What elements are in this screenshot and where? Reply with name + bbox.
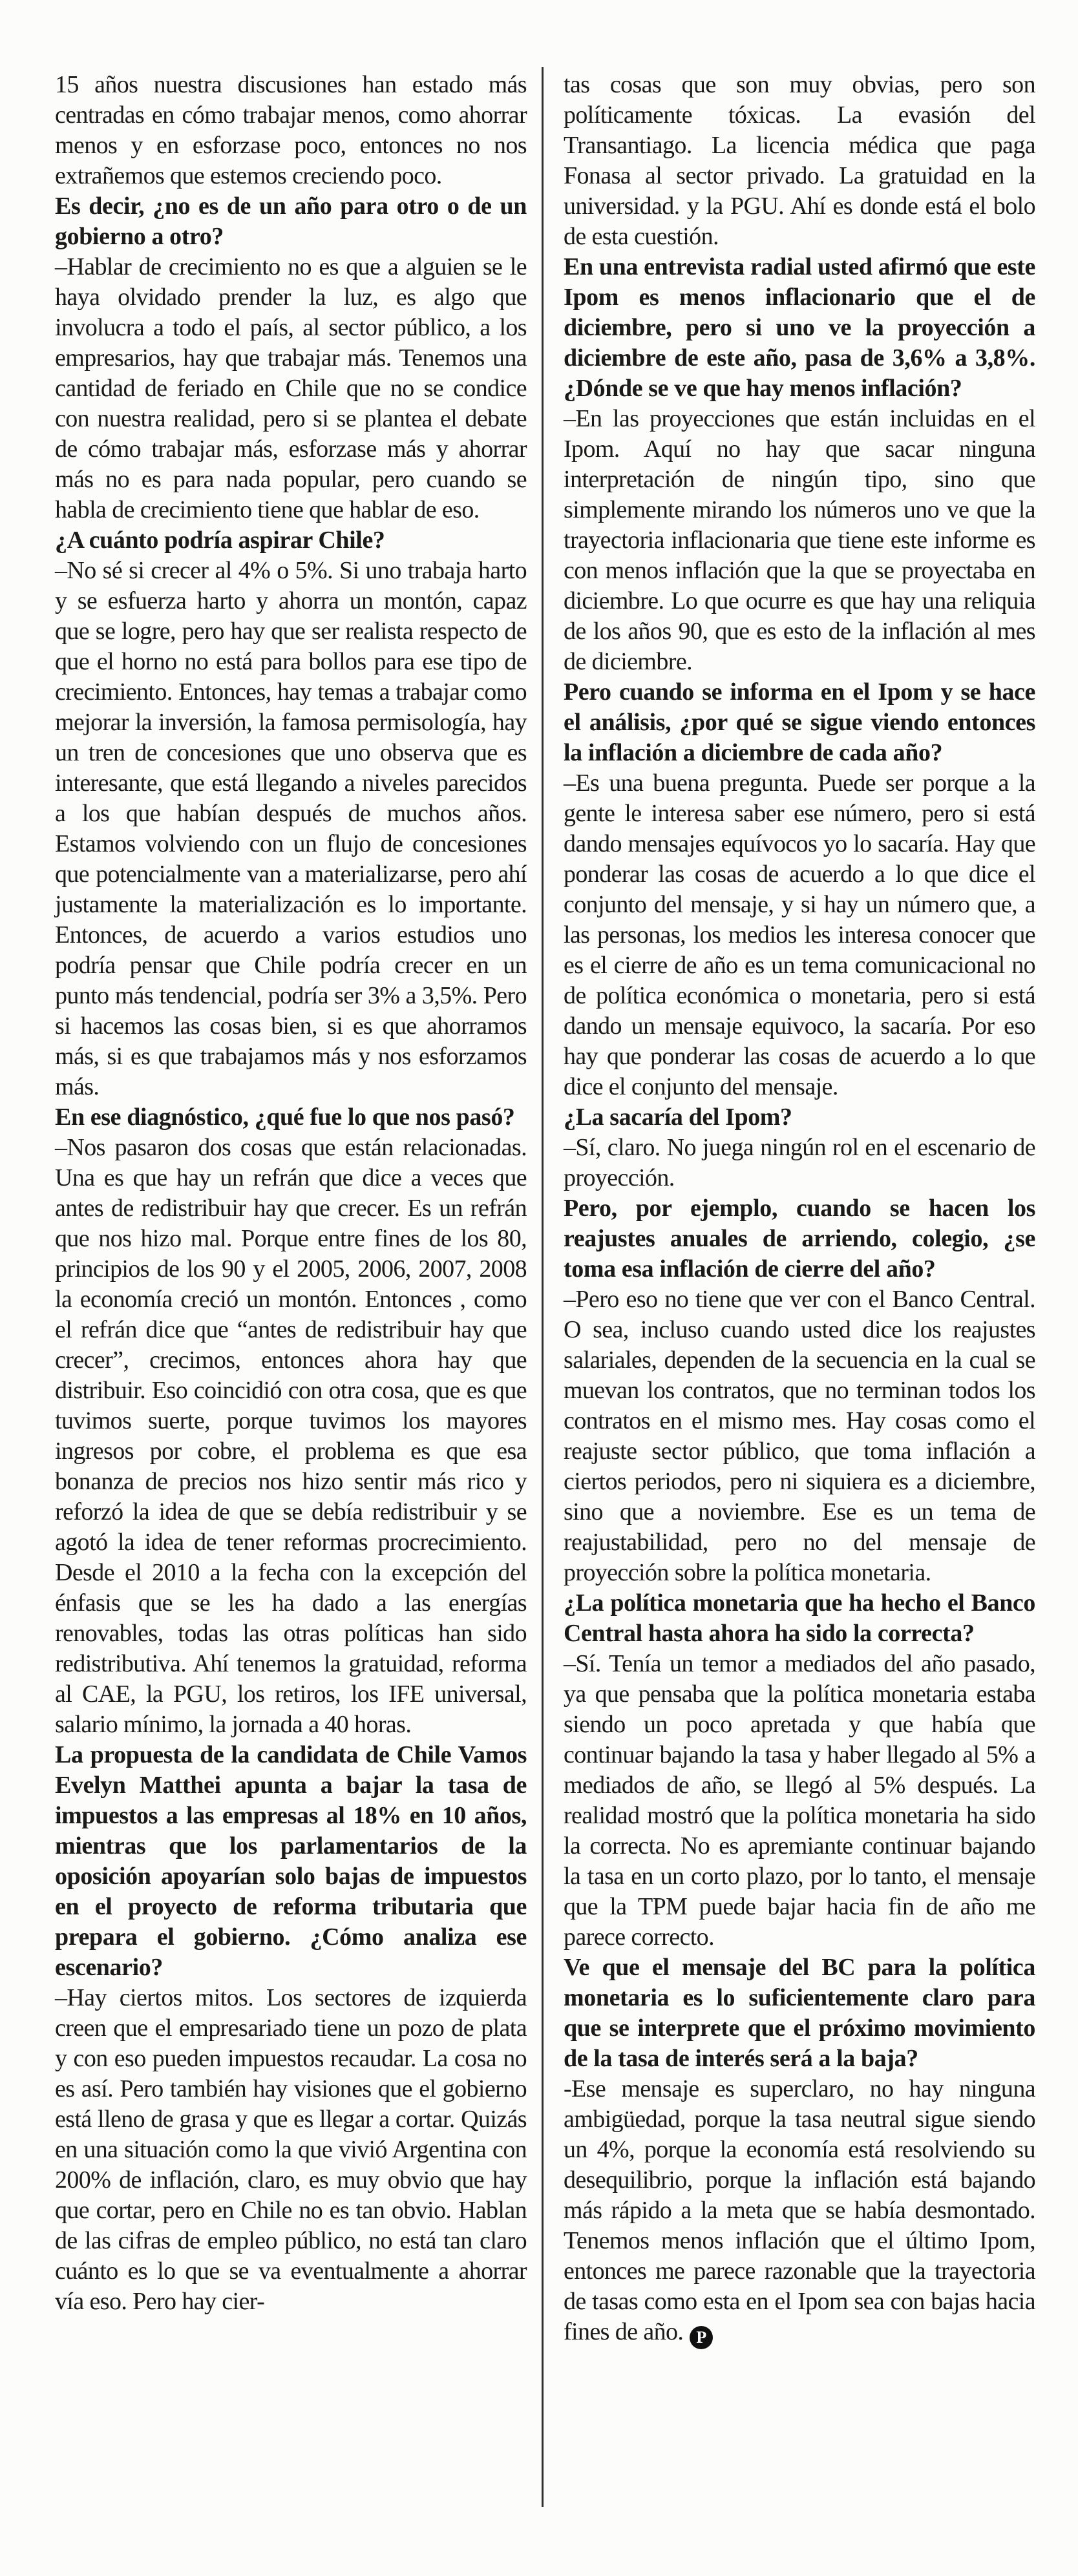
interview-question-paragraph: Pero cuando se informa en el Ipom y se hace el análisis, ¿por qué se sigue viendo entonces la inflación a diciembre de cada año? [564, 678, 1035, 766]
interview-question-paragraph: Pero, por ejemplo, cuando se hacen los reajustes anuales de arriendo, colegio, ¿se toma esa inflación de cierre del año? [564, 1195, 1035, 1283]
continued-answer-paragraph: tas cosas que son muy obvias, pero son políticamente tóxicas. La evasión del Transantiago. La licencia médica que paga Fonasa al sector privado. La gratuidad en la universidad. y la PGU. Ahí es donde está el bolo de esta cuestión. [564, 71, 1035, 250]
continued-answer-paragraph: 15 años nuestra discusiones han estado más centradas en cómo trabajar menos, como ahorrar menos y en esforzase poco, entonces no nos extrañemos que estemos creciendo poco. [55, 71, 527, 189]
interview-question-paragraph: ¿La sacaría del Ipom? [564, 1104, 792, 1131]
interview-answer-paragraph: –Pero eso no tiene que ver con el Banco Central. O sea, incluso cuando usted dice los reajustes salariales, dependen de la secuencia en la cual se muevan los contratos, que no terminan todos los contratos en el mismo mes. Hay cosas como el reajuste sector público, que toma inflación a ciertos periodos, pero ni siquiera es a diciembre, sino que a noviembre. Ese es un tema de reajustabilidad, pero no del mensaje de proyección sobre la política monetaria. [564, 1286, 1035, 1586]
interview-question-paragraph: En ese diagnóstico, ¿qué fue lo que nos pasó? [55, 1104, 515, 1131]
interview-question-paragraph: ¿La política monetaria que ha hecho el Banco Central hasta ahora ha sido la correcta? [564, 1589, 1035, 1647]
interview-answer-paragraph: –Es una buena pregunta. Puede ser porque a la gente le interesa saber ese número, pero si está dando mensajes equívocos yo lo sacaría. Hay que ponderar las cosas de acuerdo a lo que dice el conjunto del mensaje, y si hay un número que, a las personas, los medios les interesa conocer que es el cierre de año es un tema comunicacional no de política económica o monetaria, pero si está dando un mensaje equivoco, la sacaría. Por eso hay que ponderar las cosas de acuerdo a lo que dice el conjunto del mensaje. [564, 770, 1035, 1100]
end-of-article-icon: P [690, 2326, 713, 2349]
interview-answer-paragraph: –Sí, claro. No juega ningún rol en el escenario de proyección. [564, 1134, 1035, 1191]
interview-answer-paragraph: –Nos pasaron dos cosas que están relacionadas. Una es que hay un refrán que dice a veces que antes de redistribuir hay que crecer. Es un refrán que nos hizo mal. Porque entre fines de los 80, principios de los 90 y el 2005, 2006, 2007, 2008 la economía creció un montón. Entonces , como el refrán dice que “antes de redistribuir hay que crecer”, crecimos, entonces ahora hay que distribuir. Eso coincidió con otra cosa, que es que tuvimos suerte, porque tuvimos los mayores ingresos por cobre, el problema es que esa bonanza de precios nos hizo sentir más rico y reforzó la idea de que se debía redistribuir y se agotó la idea de tener reformas procrecimiento. Desde el 2010 a la fecha con la excepción del énfasis que se les ha dado a las energías renovables, todas las otras políticas han sido redistributiva. Ahí tenemos la gratuidad, reforma al CAE, la PGU, los retiros, los IFE universal, salario mínimo, la jornada a 40 horas. [55, 1134, 527, 1738]
interview-question-paragraph: Ve que el mensaje del BC para la política monetaria es lo suficientemente claro para que se interprete que el próximo movimiento de la tasa de interés será a la baja? [564, 1954, 1035, 2072]
interview-answer-paragraph: -Ese mensaje es superclaro, no hay ninguna ambigüedad, porque la tasa neutral sigue siendo un 4%, porque la economía está resolviendo su desequilibrio, porque la inflación está bajando más rápido a la meta que se había desmontado. Tenemos menos inflación que el último Ipom, entonces me parece razonable que la trayectoria de tasas como esta en el Ipom sea con bajas hacia fines de año. P [564, 2074, 1035, 2349]
interview-question-paragraph: ¿A cuánto podría aspirar Chile? [55, 527, 385, 554]
interview-answer-paragraph: –No sé si crecer al 4% o 5%. Si uno trabaja harto y se esfuerza harto y ahorra un montón, capaz que se logre, pero hay que ser realista respecto de que el horno no está para bollos para ese tipo de crecimiento. Entonces, hay temas a trabajar como mejorar la inversión, la famosa permisología, hay un tren de concesiones que uno observa que es interesante, que está llegando a niveles parecidos a los que habían después de muchos años. Estamos volviendo con un flujo de concesiones que potencialmente van a materializarse, pero ahí justamente la materialización es lo importante. Entonces, de acuerdo a varios estudios uno podría pensar que Chile podría crecer en un punto más tendencial, podría ser 3% a 3,5%. Pero si hacemos las cosas bien, si es que ahorramos más, si es que trabajamos más y nos esforzamos más. [55, 557, 527, 1100]
article-column-right [564, 70, 1035, 2349]
column-divider [542, 67, 544, 2507]
article-column-left [55, 70, 527, 2317]
interview-answer-paragraph: –Hay ciertos mitos. Los sectores de izquierda creen que el empresariado tiene un pozo de plata y con eso pueden impuestos recaudar. La cosa no es así. Pero también hay visiones que el gobierno está lleno de grasa y que es llegar a cortar. Quizás en una situación como la que vivió Argentina con 200% de inflación, claro, es muy obvio que hay que cortar, pero en Chile no es tan obvio. Hablan de las cifras de empleo público, no está tan claro cuánto es lo que se va eventualmente a ahorrar vía eso. Pero hay cier- [55, 1984, 527, 2315]
interview-question-paragraph: Es decir, ¿no es de un año para otro o de un gobierno a otro? [55, 193, 527, 250]
interview-answer-paragraph: –En las proyecciones que están incluidas en el Ipom. Aquí no hay que sacar ninguna interpretación de ningún tipo, sino que simplemente mirando los números uno ve que la trayectoria inflacionaria que tiene este informe es con menos inflación que la que se proyectaba en diciembre. Lo que ocurre es que hay una reliquia de los años 90, que es esto de la inflación al mes de diciembre. [564, 405, 1035, 675]
interview-question-paragraph: En una entrevista radial usted afirmó que este Ipom es menos inflacionario que el de diciembre, pero si uno ve la proyección a diciembre de este año, pasa de 3,6% a 3,8%. ¿Dónde se ve que hay menos inflación? [564, 253, 1035, 402]
interview-answer-paragraph: –Sí. Tenía un temor a mediados del año pasado, ya que pensaba que la política monetaria estaba siendo un poco apretada y que había que continuar bajando la tasa y haber llegado al 5% a mediados de año, se llegó al 5% después. La realidad mostró que la política monetaria ha sido la correcta. No es apremiante continuar bajando la tasa en un corto plazo, por lo tanto, el mensaje que la TPM puede bajar hacia fin de año me parece correcto. [564, 1650, 1035, 1951]
interview-question-paragraph: La propuesta de la candidata de Chile Vamos Evelyn Matthei apunta a bajar la tasa de impuestos a las empresas al 18% en 10 años, mientras que los parlamentarios de la oposición apoyarían solo bajas de impuestos en el proyecto de reforma tributaria que prepara el gobierno. ¿Cómo analiza ese escenario? [55, 1741, 527, 1981]
interview-answer-paragraph: –Hablar de crecimiento no es que a alguien se le haya olvidado prender la luz, es algo que involucra a todo el país, al sector público, a los empresarios, hay que trabajar más. Tenemos una cantidad de feriado en Chile que no se condice con nuestra realidad, pero si se plantea el debate de cómo trabajar más, esforzase más y ahorrar más no es para nada popular, pero cuando se habla de crecimiento tiene que hablar de eso. [55, 253, 527, 523]
